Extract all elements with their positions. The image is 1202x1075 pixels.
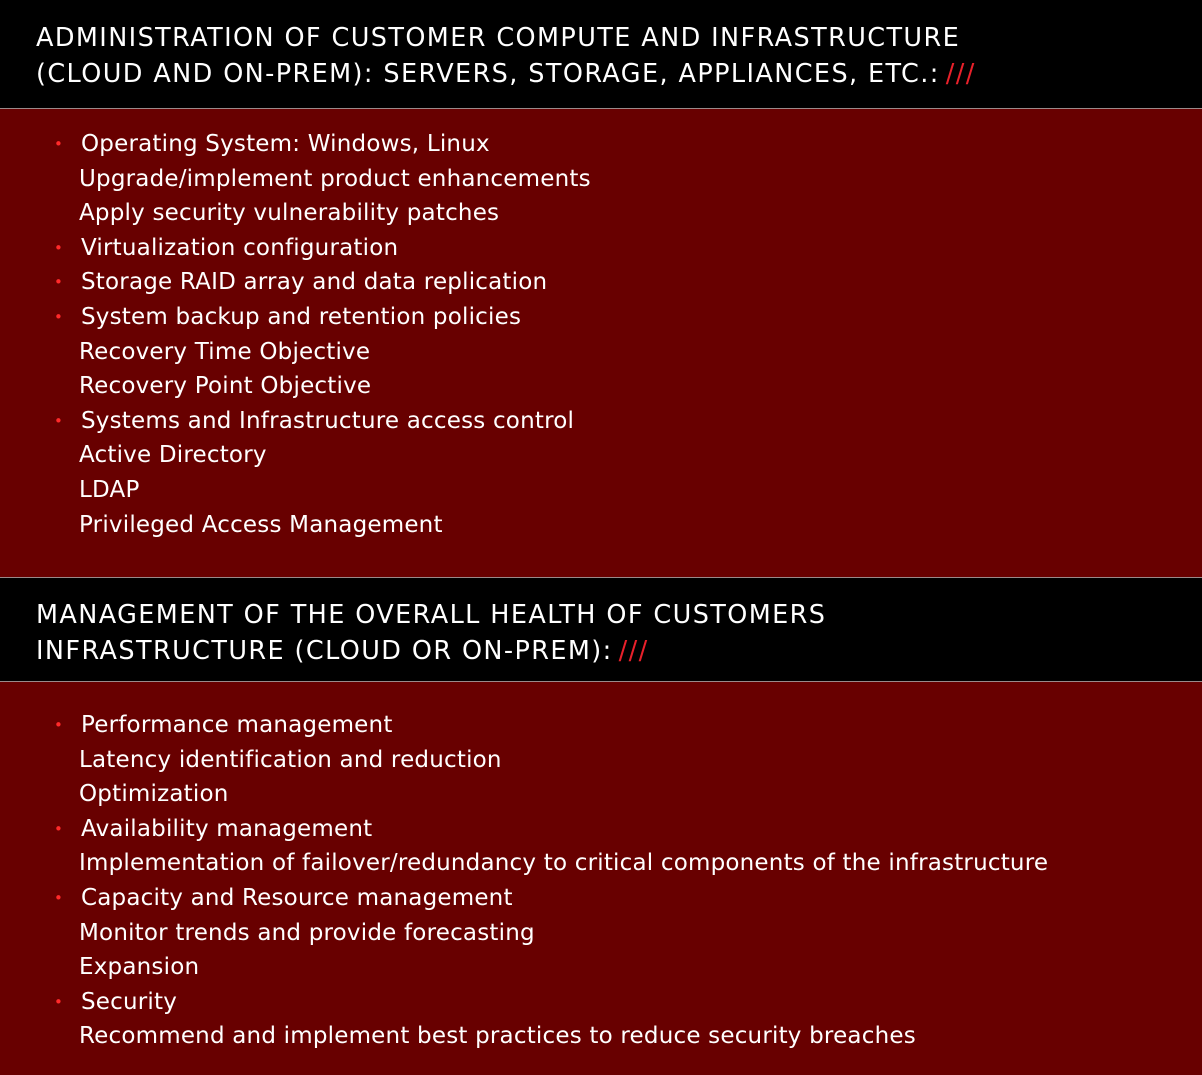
section2-list	[0, 708, 1202, 1054]
item-text: Expansion	[79, 954, 200, 981]
item-text: Recovery Point Objective	[79, 373, 372, 400]
bullet-item	[0, 300, 1202, 335]
section2-heading-line2-wrap	[36, 633, 1202, 669]
bullet-item	[0, 404, 1202, 439]
item-text: Implementation of failover/redundancy to critical components of the infrastructure	[79, 850, 1049, 877]
item-text: System backup and retention policies	[81, 303, 522, 330]
bullet-dot-icon: •	[54, 307, 64, 326]
section1-header	[0, 0, 1202, 109]
item-text: Performance management	[81, 712, 393, 738]
item-text: Systems and Infrastructure access control	[81, 407, 575, 434]
bullet-dot-icon: •	[54, 716, 64, 734]
bullet-item	[0, 231, 1202, 266]
section1-heading-line2: (CLOUD AND ON-PREM): SERVERS, STORAGE, APPLIANCES, ETC.:	[36, 59, 940, 89]
sub-item	[0, 196, 1202, 231]
bullet-item	[0, 881, 1202, 916]
item-text: Latency identification and reduction	[79, 746, 502, 773]
item-text: Privileged Access Management	[79, 511, 443, 538]
bullet-item	[0, 127, 1202, 162]
section1-body	[0, 127, 1202, 542]
item-text: Optimization	[79, 781, 229, 808]
sub-item	[0, 162, 1202, 197]
sub-item	[0, 846, 1202, 881]
item-text: Availability management	[81, 815, 373, 842]
bullet-dot-icon: •	[54, 819, 64, 838]
item-text: Apply security vulnerability patches	[79, 200, 500, 227]
section1-heading	[36, 20, 1202, 92]
item-text: Security	[81, 988, 178, 1015]
bullet-dot-icon: •	[54, 411, 64, 430]
item-text: Active Directory	[79, 442, 267, 469]
item-text: Upgrade/implement product enhancements	[79, 165, 591, 192]
section2-heading-line2: INFRASTRUCTURE (CLOUD OR ON-PREM):	[36, 636, 613, 666]
section1-heading-line1: ADMINISTRATION OF CUSTOMER COMPUTE AND INFRASTRUCTURE	[36, 23, 961, 53]
sub-item	[0, 950, 1202, 985]
sub-item	[0, 777, 1202, 812]
sub-item	[0, 369, 1202, 404]
section2-heading	[36, 597, 1202, 669]
bullet-dot-icon: •	[54, 992, 64, 1011]
section1-list	[0, 127, 1202, 542]
sub-item	[0, 438, 1202, 473]
section2-header	[0, 577, 1202, 682]
section1-heading-line2-wrap	[36, 56, 1202, 92]
bullet-dot-icon: •	[54, 238, 64, 257]
sub-item	[0, 1019, 1202, 1054]
item-text: Operating System: Windows, Linux	[81, 131, 490, 157]
sub-item	[0, 508, 1202, 543]
section2-heading-mark: ///	[618, 636, 649, 666]
item-text: Capacity and Resource management	[81, 884, 513, 911]
bullet-dot-icon: •	[54, 135, 64, 153]
sub-item	[0, 335, 1202, 370]
sub-item	[0, 473, 1202, 508]
bullet-item	[0, 985, 1202, 1020]
item-text: Virtualization configuration	[81, 234, 399, 261]
item-text: Monitor trends and provide forecasting	[79, 919, 535, 946]
bullet-item	[0, 812, 1202, 847]
item-text: LDAP	[79, 476, 140, 503]
bullet-item	[0, 708, 1202, 743]
bullet-item	[0, 265, 1202, 300]
sub-item	[0, 916, 1202, 951]
item-text: Recommend and implement best practices to reduce security breaches	[79, 1023, 916, 1050]
item-text: Recovery Time Objective	[79, 338, 371, 365]
bullet-dot-icon: •	[54, 273, 64, 292]
item-text: Storage RAID array and data replication	[81, 269, 548, 296]
section2-body	[0, 708, 1202, 1054]
sub-item	[0, 743, 1202, 778]
bullet-dot-icon: •	[54, 888, 64, 907]
section2-heading-line1: MANAGEMENT OF THE OVERALL HEALTH OF CUSTOMERS	[36, 600, 827, 630]
section1-heading-mark: ///	[945, 59, 976, 89]
